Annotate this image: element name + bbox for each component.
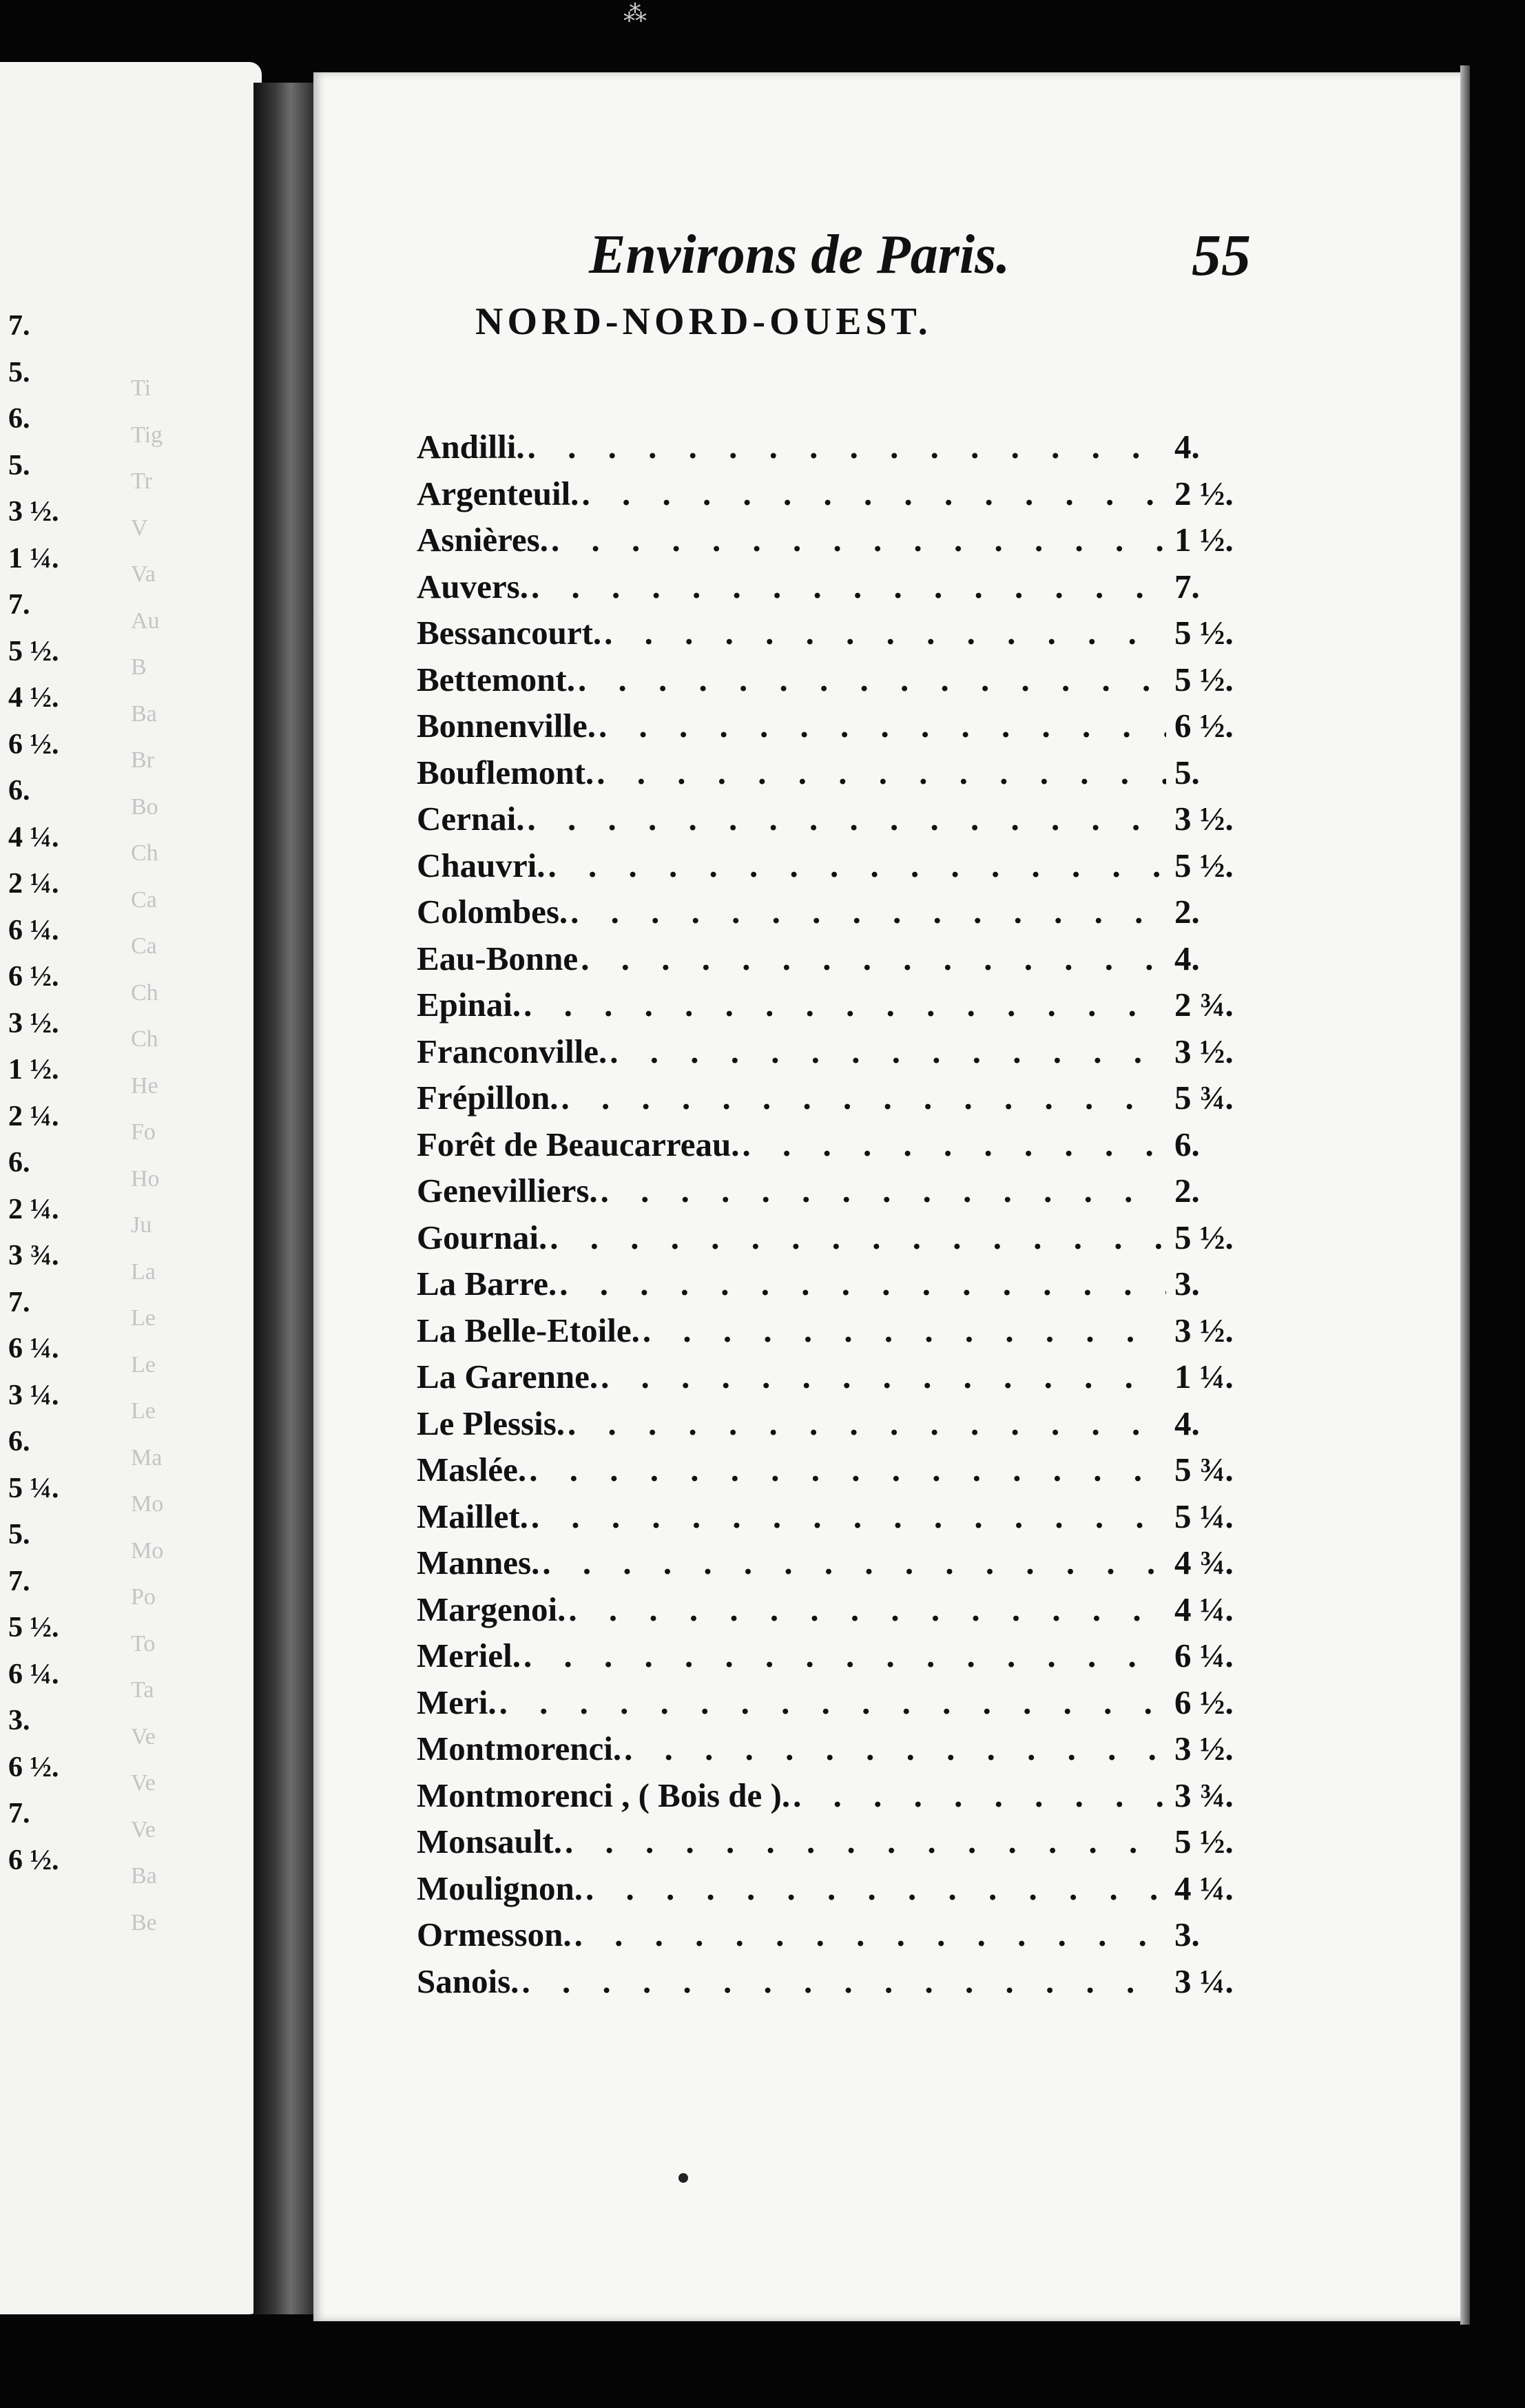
left-page-distance: 5 ½. bbox=[8, 635, 59, 667]
distance-value: 5 ¾. bbox=[1174, 1451, 1234, 1489]
left-page-distance: 1 ½. bbox=[8, 1054, 59, 1086]
distance-value: 5 ¼. bbox=[1174, 1497, 1234, 1535]
place-name: Asnières. bbox=[417, 521, 548, 559]
distance-value: 5 ½. bbox=[1174, 1218, 1234, 1256]
left-page-distance: 3 ½. bbox=[8, 1007, 59, 1039]
place-name: Bonnenville. bbox=[417, 707, 596, 745]
left-page-distance: 7. bbox=[8, 1798, 30, 1829]
left-page-distance: 6. bbox=[8, 1426, 30, 1457]
place-name: Maslée. bbox=[417, 1451, 527, 1489]
place-name: Auvers. bbox=[417, 567, 528, 605]
left-page-faded-word: Ti bbox=[131, 375, 152, 401]
left-page-faded-word: B bbox=[131, 654, 147, 680]
left-page-distance: 5. bbox=[8, 356, 30, 388]
left-page-distance: 7. bbox=[8, 1565, 30, 1597]
left-page-faded-word: Ch bbox=[131, 1026, 158, 1052]
left-page-faded-word: Ch bbox=[131, 979, 158, 1006]
list-item bbox=[417, 1725, 1243, 1772]
dot-leader bbox=[570, 892, 1166, 931]
left-page-distance: 3 ¼. bbox=[8, 1379, 59, 1411]
dot-leader bbox=[548, 846, 1166, 885]
dot-leader bbox=[523, 985, 1166, 1024]
distance-value: 3 ½. bbox=[1174, 800, 1234, 838]
dot-leader bbox=[551, 520, 1166, 559]
dot-leader bbox=[559, 1264, 1166, 1303]
left-page-faded-word: Va bbox=[131, 561, 156, 587]
distance-value: 2. bbox=[1174, 1172, 1200, 1210]
dot-leader bbox=[528, 427, 1166, 466]
place-name: Bessancourt. bbox=[417, 614, 602, 652]
list-item bbox=[417, 1818, 1243, 1865]
left-page-faded-word: La bbox=[131, 1258, 156, 1285]
place-name: Le Plessis. bbox=[417, 1404, 566, 1442]
dot-leader bbox=[581, 474, 1166, 513]
distance-value: 4 ¼. bbox=[1174, 1869, 1234, 1907]
left-page-faded-word: Ta bbox=[131, 1677, 154, 1703]
list-item bbox=[417, 796, 1243, 842]
left-page-distance: 3. bbox=[8, 1705, 30, 1736]
place-name: Mannes. bbox=[417, 1544, 540, 1582]
left-page-faded-word: Le bbox=[131, 1398, 156, 1424]
left-page-distance-column bbox=[8, 303, 125, 1884]
list-item bbox=[417, 1493, 1243, 1540]
left-page-distance: 2 ¼. bbox=[8, 1193, 59, 1225]
left-page-faded-word: Mo bbox=[131, 1491, 164, 1517]
distance-value: 5 ½. bbox=[1174, 660, 1234, 698]
list-item bbox=[417, 1167, 1243, 1214]
place-name: Montmorenci. bbox=[417, 1730, 622, 1768]
list-item bbox=[417, 1679, 1243, 1726]
left-page-faded-word: Le bbox=[131, 1351, 156, 1378]
place-name: Forêt de Beaucarreau. bbox=[417, 1125, 740, 1163]
place-name: La Barre. bbox=[417, 1265, 557, 1303]
place-name: Andilli. bbox=[417, 428, 525, 466]
place-name: Sanois. bbox=[417, 1962, 519, 2000]
left-page-distance: 7. bbox=[8, 1286, 30, 1318]
left-page-distance: 6 ¼. bbox=[8, 1333, 59, 1364]
left-page-distance: 6 ½. bbox=[8, 1751, 59, 1783]
place-name: Frépillon. bbox=[417, 1079, 559, 1117]
left-page-faded-word: Ba bbox=[131, 1863, 157, 1889]
distance-value: 5 ½. bbox=[1174, 614, 1234, 652]
list-item bbox=[417, 1911, 1243, 1958]
dot-leader bbox=[542, 1543, 1166, 1582]
left-page-distance: 6 ½. bbox=[8, 1844, 59, 1876]
dot-leader bbox=[521, 1962, 1166, 2001]
ink-speck bbox=[678, 2173, 688, 2183]
place-name: Meri. bbox=[417, 1683, 497, 1721]
left-page-distance: 5 ½. bbox=[8, 1612, 59, 1643]
distance-value: 5. bbox=[1174, 753, 1200, 791]
list-item bbox=[417, 703, 1243, 749]
place-name: Cernai. bbox=[417, 800, 525, 838]
list-item bbox=[417, 982, 1243, 1028]
left-page-faded-word: Fo bbox=[131, 1119, 156, 1145]
place-name: Gournai. bbox=[417, 1218, 548, 1256]
place-name: Bouflemont. bbox=[417, 753, 594, 791]
list-item bbox=[417, 656, 1243, 703]
binding-mark: ⁂ bbox=[623, 0, 644, 28]
left-page-distance: 6. bbox=[8, 1147, 30, 1179]
list-item bbox=[417, 424, 1243, 470]
list-item bbox=[417, 470, 1243, 517]
distance-value: 1 ½. bbox=[1174, 521, 1234, 559]
distance-value: 3. bbox=[1174, 1265, 1200, 1303]
distance-value: 3 ¼. bbox=[1174, 1962, 1234, 2000]
left-page-faded-word: Ca bbox=[131, 886, 157, 913]
left-page-distance: 6 ¼. bbox=[8, 914, 59, 946]
dot-leader bbox=[624, 1729, 1166, 1768]
dot-leader bbox=[550, 1218, 1166, 1257]
dot-leader bbox=[581, 939, 1166, 978]
page-number: 55 bbox=[1192, 222, 1251, 288]
left-page-distance: 7. bbox=[8, 310, 30, 342]
dot-leader bbox=[523, 1636, 1166, 1675]
list-item bbox=[417, 1446, 1243, 1493]
place-name: Epinai. bbox=[417, 986, 521, 1024]
page-edge bbox=[1460, 65, 1470, 2325]
list-item bbox=[417, 1260, 1243, 1307]
left-page-distance: 4 ¼. bbox=[8, 821, 59, 853]
dot-leader bbox=[568, 1590, 1166, 1629]
place-name: Maillet. bbox=[417, 1497, 528, 1535]
place-name: Eau-Bonne bbox=[417, 939, 579, 977]
dot-leader bbox=[531, 1497, 1166, 1536]
list-item bbox=[417, 1353, 1243, 1400]
left-page-faded-word: Bo bbox=[131, 793, 158, 820]
left-page-distance: 6 ½. bbox=[8, 728, 59, 760]
left-page-distance: 3 ½. bbox=[8, 496, 59, 528]
distance-value: 3 ¾. bbox=[1174, 1776, 1234, 1814]
distance-value: 4. bbox=[1174, 939, 1200, 977]
left-page-distance: 7. bbox=[8, 589, 30, 621]
left-page-distance: 2 ¼. bbox=[8, 1100, 59, 1132]
dot-leader bbox=[568, 1404, 1166, 1443]
place-name: Moulignon. bbox=[417, 1869, 583, 1907]
distance-value: 4. bbox=[1174, 1404, 1200, 1442]
distance-value: 6 ½. bbox=[1174, 1683, 1234, 1721]
left-page-distance: 3 ¾. bbox=[8, 1240, 59, 1272]
list-item bbox=[417, 610, 1243, 656]
list-item bbox=[417, 1121, 1243, 1168]
distance-value: 1 ¼. bbox=[1174, 1358, 1234, 1396]
dot-leader bbox=[599, 706, 1166, 745]
right-page bbox=[313, 72, 1467, 2321]
place-name: Bettemont. bbox=[417, 660, 575, 698]
left-page-faded-word: Ba bbox=[131, 700, 157, 727]
left-page-distance: 6 ¼. bbox=[8, 1658, 59, 1690]
place-name: Chauvri. bbox=[417, 846, 546, 884]
section-heading: NORD-NORD-OUEST. bbox=[475, 300, 932, 343]
left-page-faded-word: Au bbox=[131, 608, 160, 634]
place-name: Genevilliers. bbox=[417, 1172, 598, 1210]
distance-value: 6 ¼. bbox=[1174, 1637, 1234, 1675]
left-page-faded-word: Ca bbox=[131, 933, 157, 959]
distance-value: 3 ½. bbox=[1174, 1311, 1234, 1349]
left-page-faded-word: To bbox=[131, 1630, 156, 1657]
distance-value: 7. bbox=[1174, 567, 1200, 605]
distance-value: 3 ½. bbox=[1174, 1730, 1234, 1768]
left-page-faded-word: Po bbox=[131, 1584, 156, 1610]
list-item bbox=[417, 1772, 1243, 1819]
dot-leader bbox=[499, 1683, 1166, 1722]
place-name: Colombes. bbox=[417, 893, 568, 931]
list-item bbox=[417, 1539, 1243, 1586]
dot-leader bbox=[643, 1311, 1166, 1350]
left-page-faded-word: Tr bbox=[131, 468, 152, 494]
distance-value: 4 ¼. bbox=[1174, 1590, 1234, 1628]
distance-value: 2. bbox=[1174, 893, 1200, 931]
book-gutter bbox=[253, 83, 315, 2314]
dot-leader bbox=[565, 1822, 1166, 1861]
left-page-bleedthrough-column bbox=[131, 365, 255, 1946]
list-item bbox=[417, 1586, 1243, 1633]
distance-value: 3. bbox=[1174, 1916, 1200, 1954]
left-page-faded-word: Ch bbox=[131, 840, 158, 866]
left-page-faded-word: He bbox=[131, 1072, 158, 1099]
list-item bbox=[417, 842, 1243, 889]
dot-leader bbox=[528, 799, 1167, 838]
distance-value: 4. bbox=[1174, 428, 1200, 466]
left-page-faded-word: Br bbox=[131, 747, 154, 773]
dot-leader bbox=[531, 567, 1166, 606]
running-header-title: Environs de Paris. bbox=[589, 225, 1010, 285]
place-name: Meriel. bbox=[417, 1637, 521, 1675]
left-page-distance: 5. bbox=[8, 1519, 30, 1550]
left-page-faded-word: Be bbox=[131, 1909, 157, 1935]
left-page-distance: 6. bbox=[8, 775, 30, 807]
left-page-distance: 5. bbox=[8, 449, 30, 481]
left-page-faded-word: Le bbox=[131, 1305, 156, 1331]
place-name: La Garenne. bbox=[417, 1358, 599, 1396]
left-page-distance: 6 ½. bbox=[8, 961, 59, 993]
left-page-faded-word: Ve bbox=[131, 1770, 156, 1796]
dot-leader bbox=[743, 1125, 1166, 1164]
list-item bbox=[417, 1307, 1243, 1354]
distance-value: 2 ½. bbox=[1174, 474, 1234, 512]
dot-leader bbox=[529, 1450, 1166, 1489]
place-name: Montmorenci , ( Bois de ). bbox=[417, 1776, 791, 1814]
left-page-faded-word: Ve bbox=[131, 1816, 156, 1843]
left-page-faded-word: Ma bbox=[131, 1444, 163, 1471]
place-name: La Belle-Etoile. bbox=[417, 1311, 640, 1349]
left-page-distance: 1 ¼. bbox=[8, 542, 59, 574]
distance-value: 5 ¾. bbox=[1174, 1079, 1234, 1117]
list-item bbox=[417, 889, 1243, 935]
dot-leader bbox=[578, 660, 1166, 699]
left-page-distance: 6. bbox=[8, 403, 30, 435]
distance-value: 5 ½. bbox=[1174, 846, 1234, 884]
left-page-faded-word: V bbox=[131, 515, 148, 541]
left-page-faded-word: Ve bbox=[131, 1723, 156, 1750]
distance-value: 6. bbox=[1174, 1125, 1200, 1163]
left-page-faded-word: Ho bbox=[131, 1165, 160, 1192]
dot-leader bbox=[601, 1357, 1166, 1396]
place-name: Monsault. bbox=[417, 1823, 563, 1861]
left-page-distance: 2 ¼. bbox=[8, 868, 59, 900]
list-item bbox=[417, 935, 1243, 982]
list-item bbox=[417, 1400, 1243, 1447]
distance-value: 2 ¾. bbox=[1174, 986, 1234, 1024]
list-item bbox=[417, 1028, 1243, 1075]
dot-leader bbox=[793, 1776, 1166, 1815]
left-page-faded-word: Mo bbox=[131, 1537, 164, 1564]
dot-leader bbox=[585, 1869, 1166, 1908]
place-name: Franconville. bbox=[417, 1032, 608, 1070]
left-page-distance: 4 ½. bbox=[8, 682, 59, 714]
list-item bbox=[417, 1075, 1243, 1121]
distance-value: 6 ½. bbox=[1174, 707, 1234, 745]
distance-value: 5 ½. bbox=[1174, 1823, 1234, 1861]
left-page-faded-word: Tig bbox=[131, 422, 163, 448]
list-item bbox=[417, 1865, 1243, 1912]
place-name: Margenoi. bbox=[417, 1590, 566, 1628]
distance-value: 4 ¾. bbox=[1174, 1544, 1234, 1582]
place-distance-list bbox=[417, 424, 1243, 2004]
list-item bbox=[417, 563, 1243, 610]
left-page-distance: 5 ¼. bbox=[8, 1472, 59, 1504]
distance-value: 3 ½. bbox=[1174, 1032, 1234, 1070]
list-item bbox=[417, 517, 1243, 563]
left-page-faded-word: Ju bbox=[131, 1212, 152, 1238]
dot-leader bbox=[561, 1078, 1166, 1117]
dot-leader bbox=[574, 1915, 1166, 1954]
list-item bbox=[417, 1632, 1243, 1679]
list-item bbox=[417, 749, 1243, 796]
place-name: Ormesson. bbox=[417, 1916, 572, 1954]
dot-leader bbox=[610, 1032, 1166, 1071]
place-name: Argenteuil. bbox=[417, 474, 579, 512]
list-item bbox=[417, 1958, 1243, 2005]
dot-leader bbox=[601, 1171, 1166, 1210]
left-page bbox=[0, 62, 262, 2314]
list-item bbox=[417, 1214, 1243, 1261]
dot-leader bbox=[596, 753, 1166, 792]
dot-leader bbox=[604, 613, 1166, 652]
